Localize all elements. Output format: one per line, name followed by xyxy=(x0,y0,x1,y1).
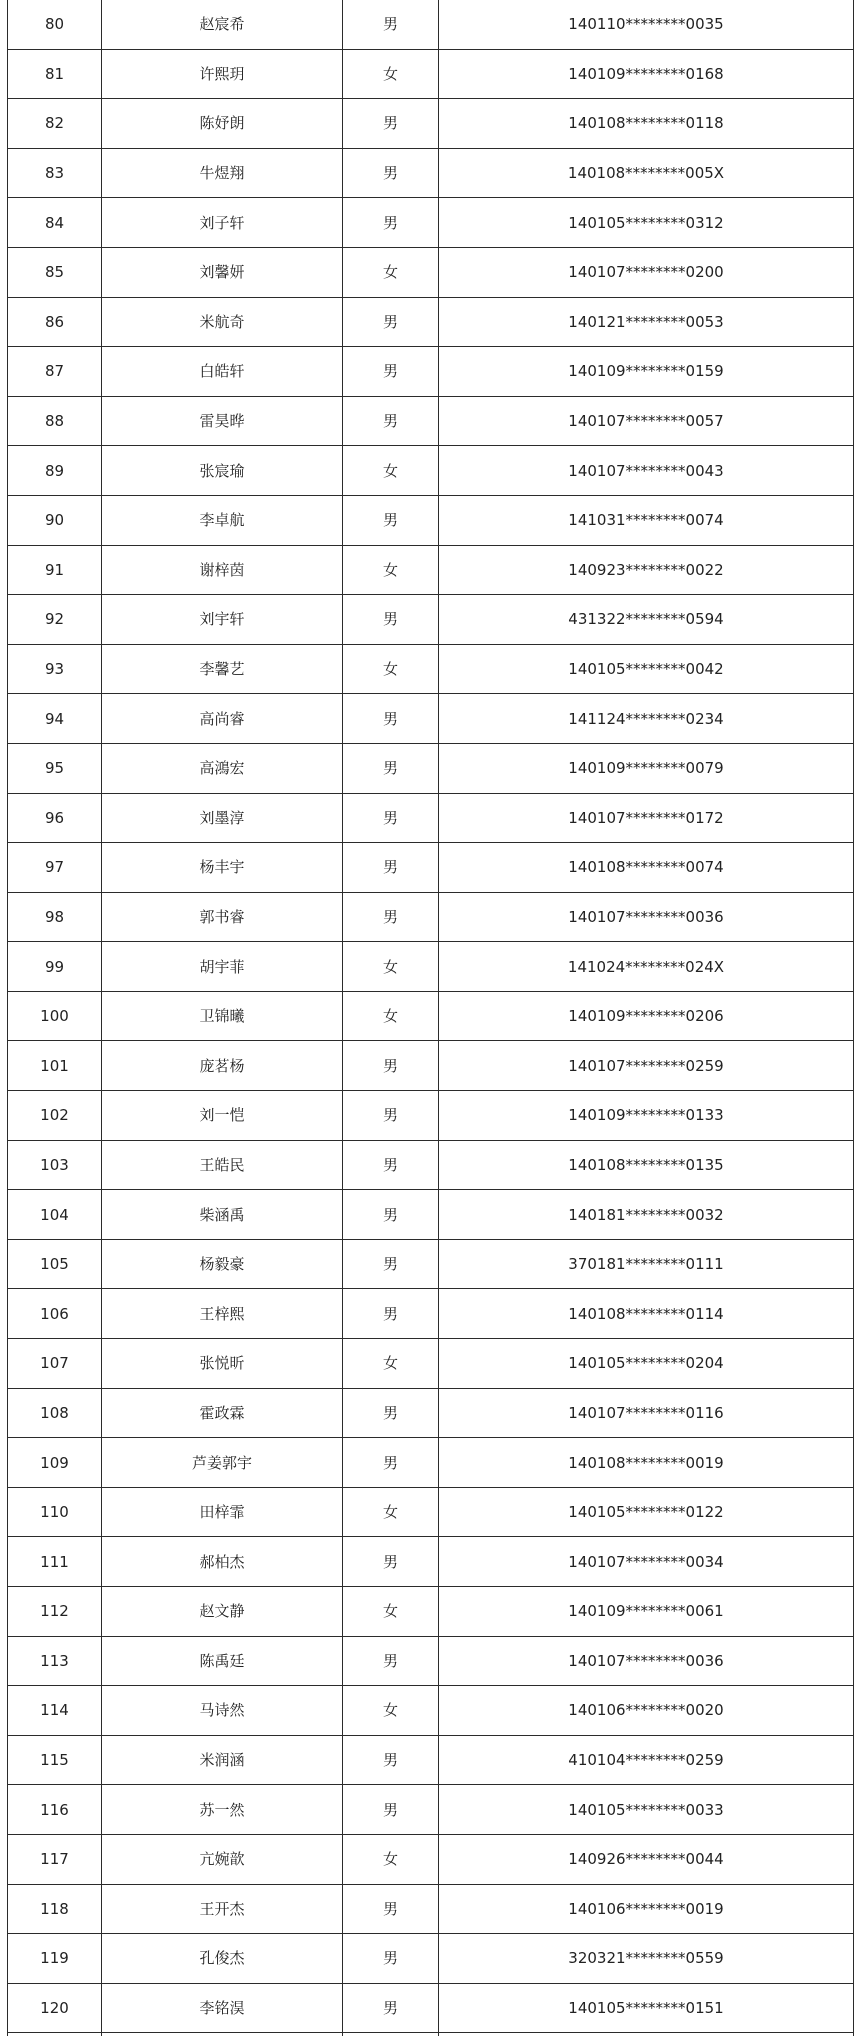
gender-cell: 男 xyxy=(343,595,439,645)
table-row xyxy=(8,1239,854,1289)
roster-table xyxy=(7,0,854,2036)
id-number-cell: 320321********0559 xyxy=(439,1934,854,1984)
gender-cell: 男 xyxy=(343,1884,439,1934)
table-row xyxy=(8,0,854,49)
gender-cell: 男 xyxy=(343,1636,439,1686)
student-name-cell: 李卓航 xyxy=(102,495,343,545)
row-number-cell: 84 xyxy=(8,198,102,248)
gender-cell: 男 xyxy=(343,892,439,942)
row-number-cell: 81 xyxy=(8,49,102,99)
row-number-cell: 120 xyxy=(8,1983,102,2033)
row-number-cell: 118 xyxy=(8,1884,102,1934)
table-row xyxy=(8,347,854,397)
id-number-cell: 140121********0053 xyxy=(439,297,854,347)
row-number-cell: 87 xyxy=(8,347,102,397)
table-row xyxy=(8,793,854,843)
row-number-cell: 102 xyxy=(8,1091,102,1141)
id-number-cell: 140109********0168 xyxy=(439,49,854,99)
id-number-cell: 140109********0079 xyxy=(439,743,854,793)
row-number-cell: 109 xyxy=(8,1438,102,1488)
student-name-cell: 白皓轩 xyxy=(102,347,343,397)
row-number-cell: 103 xyxy=(8,1140,102,1190)
id-number-cell: 141124********0234 xyxy=(439,694,854,744)
student-name-cell: 庞茗杨 xyxy=(102,1041,343,1091)
id-number-cell: 370181********0111 xyxy=(439,1239,854,1289)
student-name-cell: 陈禹廷 xyxy=(102,1636,343,1686)
id-number-cell: 140105********0312 xyxy=(439,198,854,248)
row-number-cell: 113 xyxy=(8,1636,102,1686)
table-row xyxy=(8,694,854,744)
table-row xyxy=(8,446,854,496)
student-name-cell: 苏一然 xyxy=(102,1785,343,1835)
id-number-cell: 140105********0042 xyxy=(439,644,854,694)
table-row xyxy=(8,1686,854,1736)
student-name-cell: 雷昊晔 xyxy=(102,396,343,446)
row-number-cell: 104 xyxy=(8,1190,102,1240)
student-name-cell: 刘宇轩 xyxy=(102,595,343,645)
row-number-cell: 110 xyxy=(8,1487,102,1537)
student-name-cell: 高尚睿 xyxy=(102,694,343,744)
row-number-cell: 117 xyxy=(8,1834,102,1884)
student-name-cell: 米润涵 xyxy=(102,1735,343,1785)
id-number-cell: 141024********024X xyxy=(439,942,854,992)
table-row xyxy=(8,495,854,545)
student-name-cell: 孔俊杰 xyxy=(102,1934,343,1984)
id-number-cell: 410104********0259 xyxy=(439,1735,854,1785)
row-number-cell: 86 xyxy=(8,297,102,347)
table-row xyxy=(8,1884,854,1934)
id-number-cell: 140107********0036 xyxy=(439,1636,854,1686)
gender-cell: 女 xyxy=(343,991,439,1041)
id-number-cell: 140110********0035 xyxy=(439,0,854,49)
table-row xyxy=(8,1091,854,1141)
gender-cell: 男 xyxy=(343,1140,439,1190)
table-row xyxy=(8,297,854,347)
gender-cell: 男 xyxy=(343,843,439,893)
student-name-cell: 赵文静 xyxy=(102,1587,343,1637)
student-name-cell: 胡宇菲 xyxy=(102,942,343,992)
id-number-cell: 140109********0061 xyxy=(439,1587,854,1637)
row-number-cell: 90 xyxy=(8,495,102,545)
id-number-cell: 140106********0019 xyxy=(439,1884,854,1934)
gender-cell: 男 xyxy=(343,99,439,149)
table-row xyxy=(8,1834,854,1884)
table-row xyxy=(8,49,854,99)
gender-cell: 男 xyxy=(343,297,439,347)
student-name-cell: 王开杰 xyxy=(102,1884,343,1934)
gender-cell: 女 xyxy=(343,1834,439,1884)
table-row xyxy=(8,247,854,297)
table-row xyxy=(8,892,854,942)
id-number-cell: 140108********005X xyxy=(439,148,854,198)
gender-cell: 男 xyxy=(343,495,439,545)
table-row xyxy=(8,1190,854,1240)
id-number-cell: 140105********0122 xyxy=(439,1487,854,1537)
table-row xyxy=(8,1537,854,1587)
gender-cell: 女 xyxy=(343,1587,439,1637)
id-number-cell: 140181********0032 xyxy=(439,1190,854,1240)
table-row xyxy=(8,743,854,793)
student-name-cell: 芦姜郭宇 xyxy=(102,1438,343,1488)
row-number-cell: 88 xyxy=(8,396,102,446)
id-number-cell: 141031********0074 xyxy=(439,495,854,545)
id-number-cell: 140107********0057 xyxy=(439,396,854,446)
table-row xyxy=(8,1587,854,1637)
id-number-cell: 140107********0116 xyxy=(439,1388,854,1438)
gender-cell: 男 xyxy=(343,1239,439,1289)
id-number-cell: 140106********0020 xyxy=(439,1686,854,1736)
table-row xyxy=(8,843,854,893)
row-number-cell: 112 xyxy=(8,1587,102,1637)
row-number-cell: 97 xyxy=(8,843,102,893)
row-number-cell: 96 xyxy=(8,793,102,843)
student-name-cell: 卫锦曦 xyxy=(102,991,343,1041)
student-name-cell: 刘墨淳 xyxy=(102,793,343,843)
student-name-cell: 陈妤朗 xyxy=(102,99,343,149)
student-name-cell: 王梓熙 xyxy=(102,1289,343,1339)
gender-cell: 男 xyxy=(343,1388,439,1438)
id-number-cell: 140109********0206 xyxy=(439,991,854,1041)
gender-cell: 女 xyxy=(343,1487,439,1537)
row-number-cell: 83 xyxy=(8,148,102,198)
gender-cell: 男 xyxy=(343,1190,439,1240)
gender-cell: 男 xyxy=(343,793,439,843)
row-number-cell: 108 xyxy=(8,1388,102,1438)
table-row xyxy=(8,1388,854,1438)
student-name-cell: 赵宸希 xyxy=(102,0,343,49)
table-row xyxy=(8,99,854,149)
student-name-cell: 高鴻宏 xyxy=(102,743,343,793)
student-name-cell: 杨丰宇 xyxy=(102,843,343,893)
id-number-cell: 140108********0114 xyxy=(439,1289,854,1339)
gender-cell: 男 xyxy=(343,1735,439,1785)
id-number-cell: 140109********0133 xyxy=(439,1091,854,1141)
row-number-cell: 91 xyxy=(8,545,102,595)
gender-cell: 男 xyxy=(343,1041,439,1091)
id-number-cell: 140105********0151 xyxy=(439,1983,854,2033)
table-row xyxy=(8,1487,854,1537)
id-number-cell: 140107********0259 xyxy=(439,1041,854,1091)
row-number-cell: 89 xyxy=(8,446,102,496)
id-number-cell: 140108********0019 xyxy=(439,1438,854,1488)
row-number-cell: 111 xyxy=(8,1537,102,1587)
gender-cell: 女 xyxy=(343,247,439,297)
student-name-cell: 许熙玥 xyxy=(102,49,343,99)
student-name-cell: 刘子轩 xyxy=(102,198,343,248)
row-number-cell: 82 xyxy=(8,99,102,149)
id-number-cell: 140107********0036 xyxy=(439,892,854,942)
row-number-cell: 101 xyxy=(8,1041,102,1091)
gender-cell: 男 xyxy=(343,148,439,198)
table-row xyxy=(8,1339,854,1389)
row-number-cell: 95 xyxy=(8,743,102,793)
student-name-cell: 郝柏杰 xyxy=(102,1537,343,1587)
student-name-cell: 亢婉歆 xyxy=(102,1834,343,1884)
gender-cell: 男 xyxy=(343,743,439,793)
id-number-cell: 140107********0172 xyxy=(439,793,854,843)
table-row xyxy=(8,1636,854,1686)
row-number-cell: 85 xyxy=(8,247,102,297)
gender-cell: 男 xyxy=(343,1091,439,1141)
id-number-cell: 140109********0159 xyxy=(439,347,854,397)
row-number-cell: 105 xyxy=(8,1239,102,1289)
gender-cell: 男 xyxy=(343,1537,439,1587)
id-number-cell: 140107********0043 xyxy=(439,446,854,496)
student-name-cell: 张宸瑜 xyxy=(102,446,343,496)
gender-cell: 男 xyxy=(343,1934,439,1984)
row-number-cell: 98 xyxy=(8,892,102,942)
row-number-cell: 119 xyxy=(8,1934,102,1984)
student-name-cell: 郭书睿 xyxy=(102,892,343,942)
row-number-cell: 94 xyxy=(8,694,102,744)
table-row xyxy=(8,1041,854,1091)
table-row xyxy=(8,148,854,198)
id-number-cell: 140107********0034 xyxy=(439,1537,854,1587)
gender-cell: 男 xyxy=(343,694,439,744)
row-number-cell: 114 xyxy=(8,1686,102,1736)
gender-cell: 女 xyxy=(343,1339,439,1389)
gender-cell: 女 xyxy=(343,942,439,992)
id-number-cell: 431322********0594 xyxy=(439,595,854,645)
table-row xyxy=(8,1735,854,1785)
gender-cell: 男 xyxy=(343,1438,439,1488)
row-number-cell: 92 xyxy=(8,595,102,645)
gender-cell: 女 xyxy=(343,446,439,496)
gender-cell: 男 xyxy=(343,198,439,248)
table-row xyxy=(8,1140,854,1190)
table-row xyxy=(8,991,854,1041)
table-row xyxy=(8,595,854,645)
table-row xyxy=(8,545,854,595)
id-number-cell: 140108********0074 xyxy=(439,843,854,893)
gender-cell: 男 xyxy=(343,347,439,397)
id-number-cell: 140105********0033 xyxy=(439,1785,854,1835)
table-row xyxy=(8,1983,854,2033)
row-number-cell: 115 xyxy=(8,1735,102,1785)
roster-table-body xyxy=(8,0,854,2036)
id-number-cell: 140107********0200 xyxy=(439,247,854,297)
table-row xyxy=(8,198,854,248)
table-row xyxy=(8,1934,854,1984)
table-row xyxy=(8,644,854,694)
id-number-cell: 140108********0118 xyxy=(439,99,854,149)
table-row xyxy=(8,1785,854,1835)
id-number-cell: 140926********0044 xyxy=(439,1834,854,1884)
table-row xyxy=(8,396,854,446)
row-number-cell: 93 xyxy=(8,644,102,694)
gender-cell: 女 xyxy=(343,644,439,694)
row-number-cell: 100 xyxy=(8,991,102,1041)
row-number-cell: 107 xyxy=(8,1339,102,1389)
table-row xyxy=(8,1289,854,1339)
id-number-cell: 140105********0204 xyxy=(439,1339,854,1389)
student-name-cell: 谢梓茵 xyxy=(102,545,343,595)
row-number-cell: 99 xyxy=(8,942,102,992)
gender-cell: 男 xyxy=(343,1983,439,2033)
row-number-cell: 106 xyxy=(8,1289,102,1339)
gender-cell: 女 xyxy=(343,545,439,595)
gender-cell: 女 xyxy=(343,1686,439,1736)
student-name-cell: 霍政霖 xyxy=(102,1388,343,1438)
student-name-cell: 田梓霏 xyxy=(102,1487,343,1537)
gender-cell: 男 xyxy=(343,0,439,49)
id-number-cell: 140108********0135 xyxy=(439,1140,854,1190)
student-name-cell: 李馨艺 xyxy=(102,644,343,694)
student-name-cell: 刘一恺 xyxy=(102,1091,343,1141)
student-name-cell: 牛煜翔 xyxy=(102,148,343,198)
table-row xyxy=(8,942,854,992)
student-name-cell: 柴涵禹 xyxy=(102,1190,343,1240)
row-number-cell: 116 xyxy=(8,1785,102,1835)
student-name-cell: 张悦昕 xyxy=(102,1339,343,1389)
student-name-cell: 米航奇 xyxy=(102,297,343,347)
student-name-cell: 刘馨妍 xyxy=(102,247,343,297)
gender-cell: 男 xyxy=(343,1289,439,1339)
gender-cell: 男 xyxy=(343,396,439,446)
student-name-cell: 李铭淏 xyxy=(102,1983,343,2033)
gender-cell: 男 xyxy=(343,1785,439,1835)
gender-cell: 女 xyxy=(343,49,439,99)
student-name-cell: 杨毅豪 xyxy=(102,1239,343,1289)
student-name-cell: 马诗然 xyxy=(102,1686,343,1736)
row-number-cell: 80 xyxy=(8,0,102,49)
id-number-cell: 140923********0022 xyxy=(439,545,854,595)
table-row xyxy=(8,1438,854,1488)
student-name-cell: 王皓民 xyxy=(102,1140,343,1190)
